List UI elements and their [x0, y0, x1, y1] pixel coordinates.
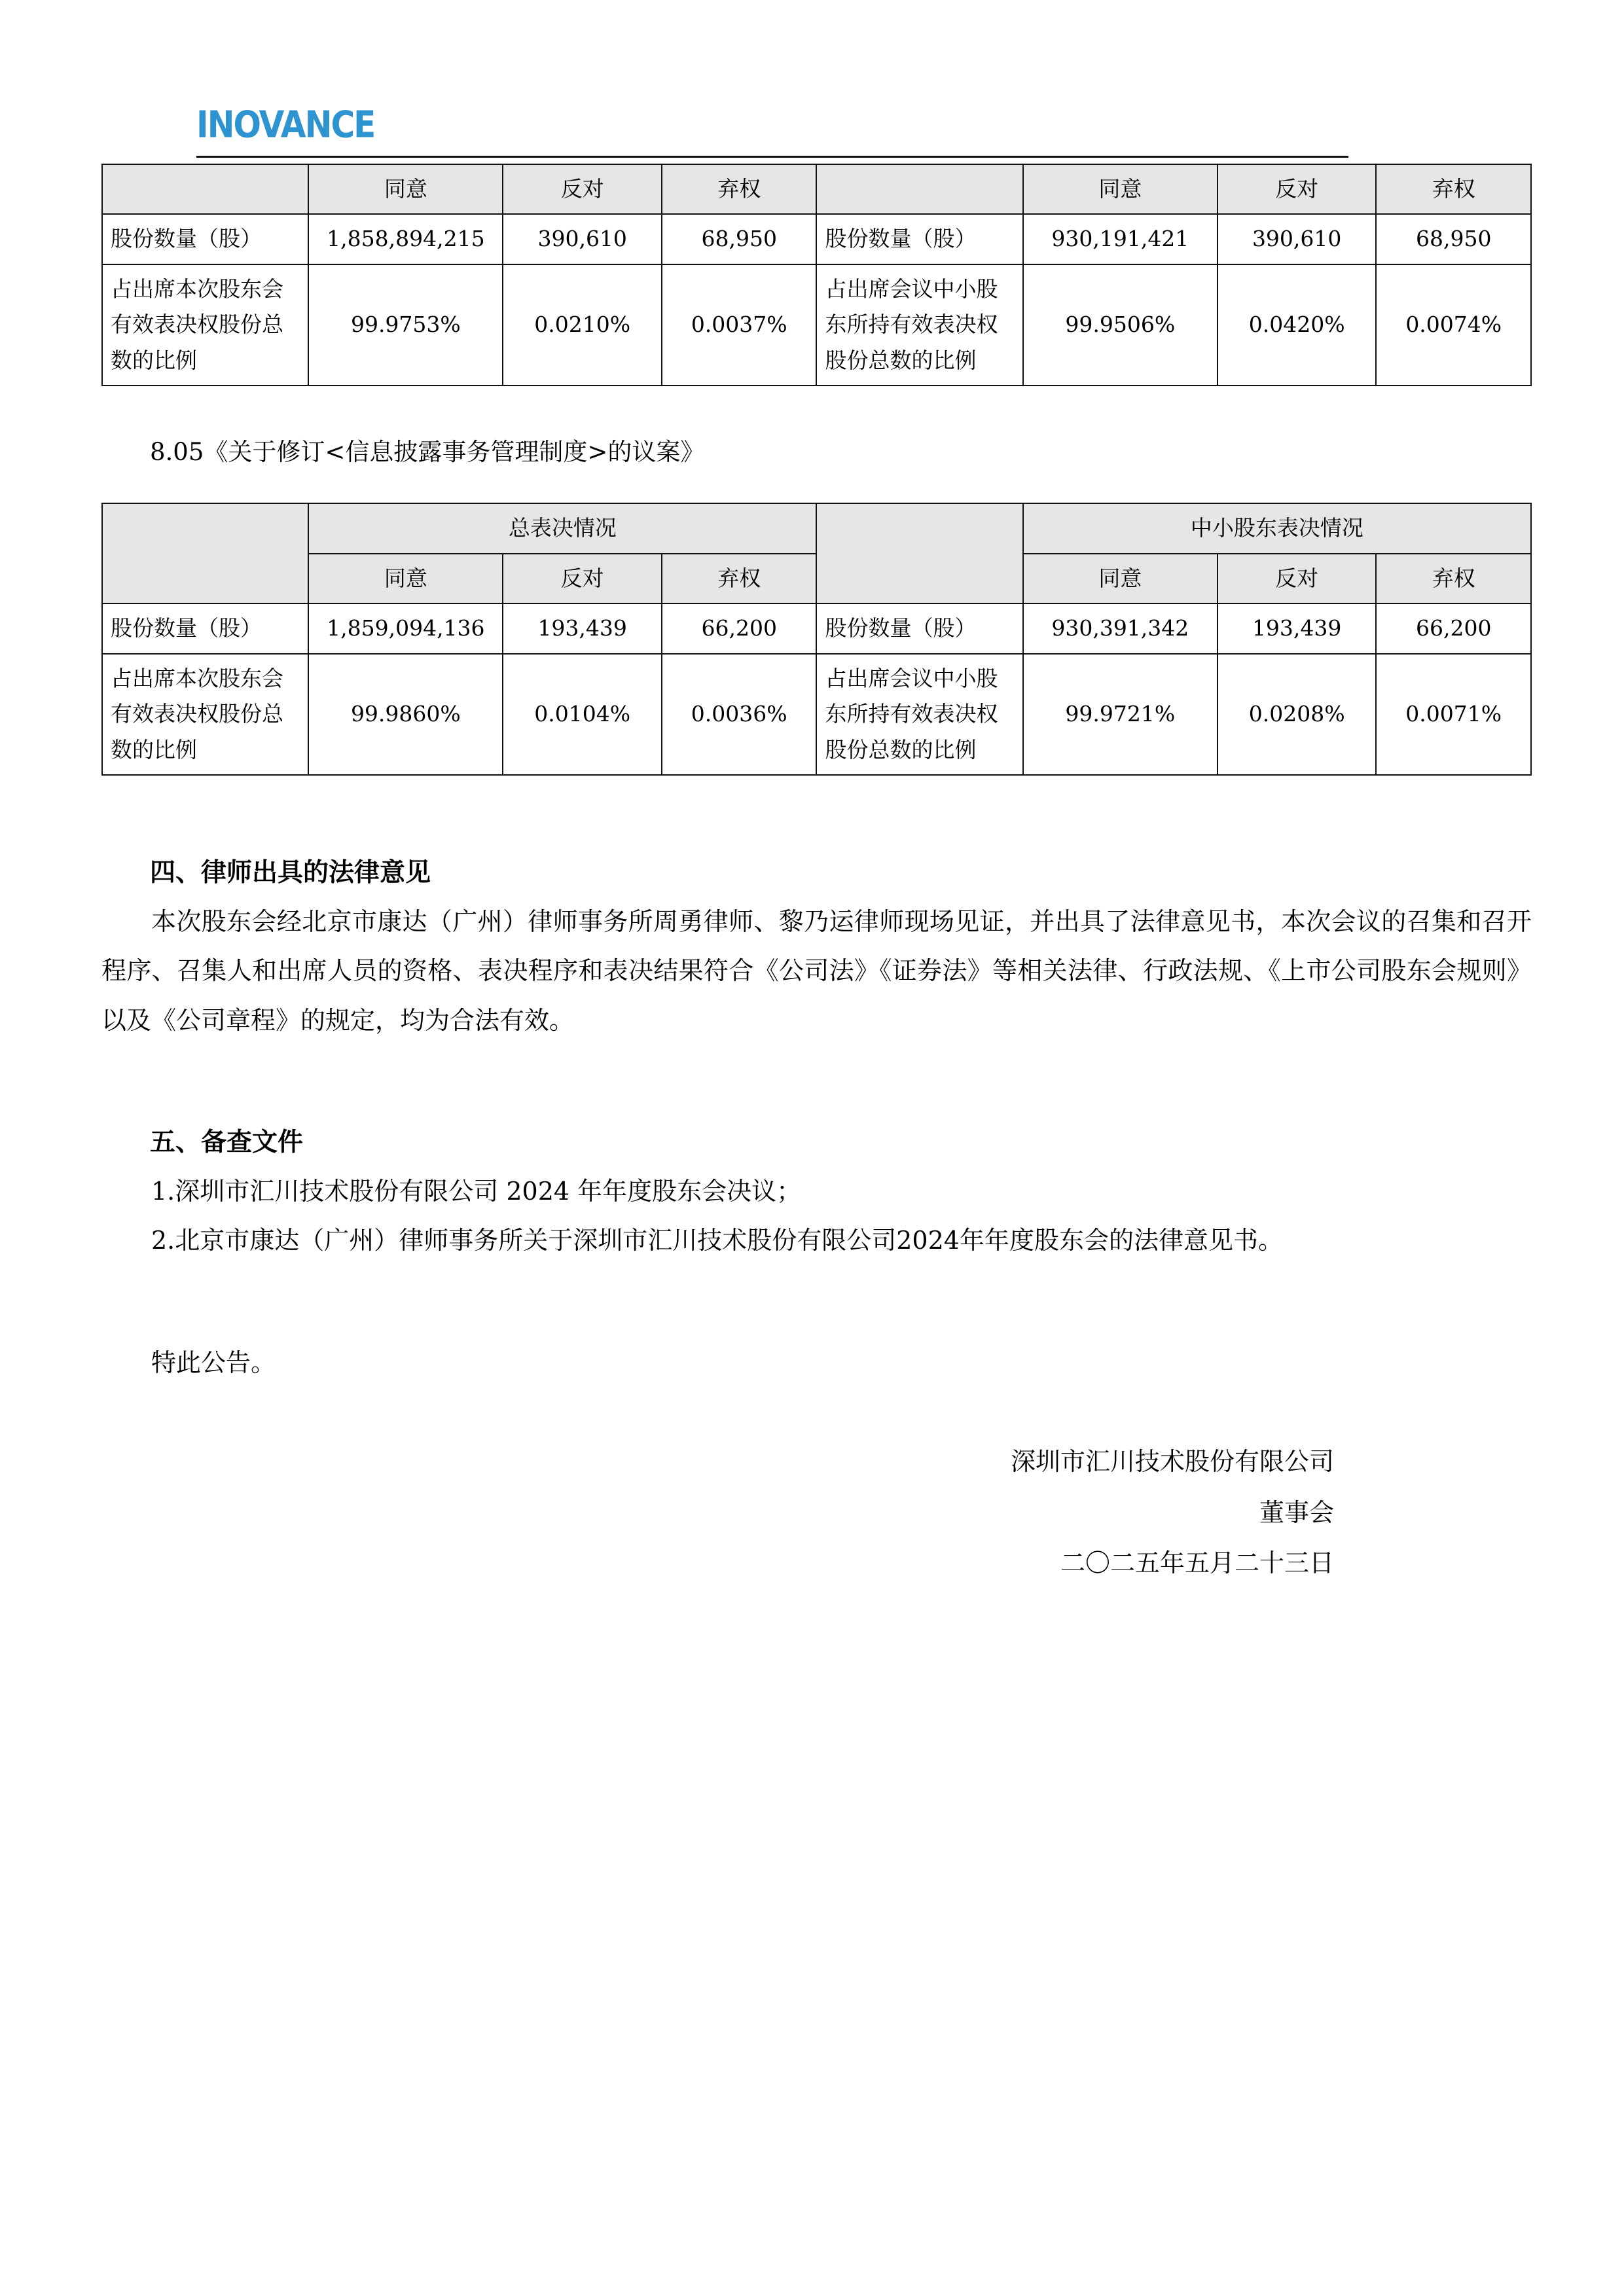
cell-ratio-abstain-minority: 0.0074%: [1376, 264, 1531, 386]
section-heading-four: 四、律师出具的法律意见: [150, 858, 431, 888]
group-header-total-voting: 总表决情况: [308, 503, 816, 553]
cell-shares-abstain-total: 68,950: [662, 214, 816, 264]
cell-shares-agree-total: 1,858,894,215: [308, 214, 503, 264]
row-label-shares-total: 股份数量（股）: [102, 214, 308, 264]
col-header-agree-minority: 同意: [1023, 164, 1218, 214]
cell-ratio-abstain-total: 0.0036%: [662, 654, 817, 775]
closing-notice: 特此公告。: [151, 1348, 276, 1378]
spacer: [101, 1045, 1532, 1119]
cell-ratio-against-minority: 0.0420%: [1218, 264, 1377, 386]
cell-shares-against-total: 390,610: [503, 214, 662, 264]
cell-ratio-against-total: 0.0210%: [503, 264, 662, 386]
col-header-against-total: 反对: [503, 164, 662, 214]
cell-shares-against-total: 193,439: [503, 603, 662, 653]
cell-shares-abstain-minority: 66,200: [1376, 603, 1531, 653]
col-header-agree-minority: 同意: [1023, 554, 1218, 603]
col-header-against-minority: 反对: [1218, 554, 1377, 603]
col-header-abstain-minority: 弃权: [1376, 164, 1531, 214]
table-row: [102, 214, 1531, 264]
cell-shares-agree-total: 1,859,094,136: [308, 603, 503, 653]
cell-shares-abstain-total: 66,200: [662, 603, 817, 653]
table-row-header: [102, 164, 1531, 214]
cell-shares-abstain-minority: 68,950: [1376, 214, 1531, 264]
reference-document-item-2: 2.北京市康达（广州）律师事务所关于深圳市汇川技术股份有限公司2024年年度股东会的法律意见书。: [151, 1226, 1283, 1255]
col-header-abstain-total: 弃权: [662, 554, 817, 603]
row-label-ratio-minority: 占出席会议中小股东所持有效表决权股份总数的比例: [816, 264, 1022, 386]
signature-board: 董事会: [1259, 1498, 1334, 1527]
col-header-agree-total: 同意: [308, 164, 503, 214]
cell-ratio-agree-minority: 99.9506%: [1023, 264, 1218, 386]
spacer: [101, 475, 1532, 503]
row-label-ratio-total: 占出席本次股东会有效表决权股份总数的比例: [102, 264, 308, 386]
page-content: [101, 98, 1532, 1589]
row-label-shares-total: 股份数量（股）: [102, 603, 308, 653]
col-header-against-total: 反对: [503, 554, 662, 603]
cell-shares-agree-minority: 930,191,421: [1023, 214, 1218, 264]
corner-cell-total: [102, 164, 308, 214]
cell-ratio-agree-minority: 99.9721%: [1023, 654, 1218, 775]
table-row: [102, 603, 1531, 653]
corner-cell-total: [102, 503, 308, 603]
col-header-agree-total: 同意: [308, 554, 503, 603]
signature-company: 深圳市汇川技术股份有限公司: [1010, 1446, 1334, 1476]
signature-date: 二〇二五年五月二十三日: [1060, 1549, 1334, 1578]
header-divider: [196, 156, 1348, 158]
col-header-abstain-total: 弃权: [662, 164, 816, 214]
cell-shares-against-minority: 390,610: [1218, 214, 1377, 264]
spacer: [101, 1265, 1532, 1338]
signature-block: [101, 1437, 1532, 1590]
section-four-paragraph: 本次股东会经北京市康达（广州）律师事务所周勇律师、黎乃运律师现场见证，并出具了法律意见书，本次会议的召集和召开程序、召集人和出席人员的资格、表决程序和表决结果符合《公司法》《证券法》等相关法律、行政法规、《上市公司股东会规则》以及《公司章程》的规定，均为合法有效。: [101, 907, 1532, 1035]
cell-ratio-against-total: 0.0104%: [503, 654, 662, 775]
cell-ratio-agree-total: 99.9753%: [308, 264, 503, 386]
reference-document-item-1: 1.深圳市汇川技术股份有限公司 2024 年年度股东会决议；: [151, 1177, 802, 1206]
row-label-shares-minority: 股份数量（股）: [816, 603, 1022, 653]
cell-shares-against-minority: 193,439: [1218, 603, 1377, 653]
proposal-title-805: 8.05《关于修订<信息披露事务管理制度>的议案》: [150, 438, 705, 467]
group-header-minority-voting: 中小股东表决情况: [1023, 503, 1531, 553]
table-row: [102, 264, 1531, 386]
col-header-abstain-minority: 弃权: [1376, 554, 1531, 603]
spacer: [101, 776, 1532, 849]
cell-ratio-abstain-minority: 0.0071%: [1376, 654, 1531, 775]
table-row-group-header: [102, 503, 1531, 553]
row-label-ratio-minority: 占出席会议中小股东所持有效表决权股份总数的比例: [816, 654, 1022, 775]
cell-shares-agree-minority: 930,391,342: [1023, 603, 1218, 653]
inovance-logo: INOVANCE: [196, 103, 375, 146]
spacer: [101, 386, 1532, 429]
col-header-against-minority: 反对: [1218, 164, 1377, 214]
cell-ratio-against-minority: 0.0208%: [1218, 654, 1377, 775]
vote-table-continued: [101, 164, 1532, 386]
row-label-shares-minority: 股份数量（股）: [816, 214, 1022, 264]
cell-ratio-abstain-total: 0.0037%: [662, 264, 816, 386]
table-row: [102, 654, 1531, 775]
corner-cell-minority: [816, 503, 1022, 603]
section-heading-five: 五、备查文件: [150, 1127, 304, 1157]
page-header: [101, 98, 1532, 164]
vote-table-805: [101, 503, 1532, 776]
corner-cell-minority: [816, 164, 1022, 214]
cell-ratio-agree-total: 99.9860%: [308, 654, 503, 775]
row-label-ratio-total: 占出席本次股东会有效表决权股份总数的比例: [102, 654, 308, 775]
